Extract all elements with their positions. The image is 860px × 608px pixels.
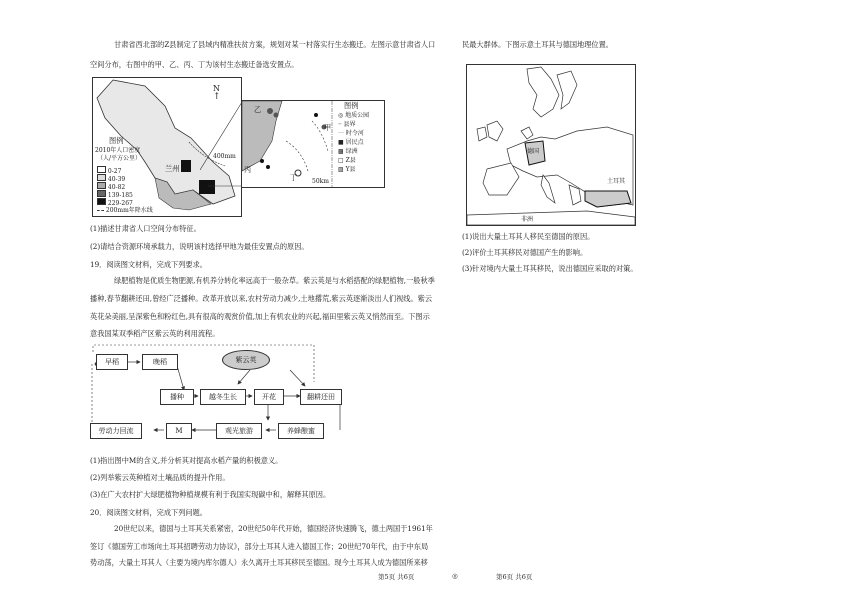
para19-line-1: 绿肥植物是优质生物肥源,有机养分转化率远高于一般杂草。紫云英是与水稻搭配的绿肥植物,一般秋季 <box>114 276 435 285</box>
question-20-1: (1)说出大量土耳其人移民至德国的原因。 <box>462 232 595 241</box>
question-20-2: (2)评价土耳其移民对德国产生的影响。 <box>462 248 588 257</box>
flow-guanguang: 观光旅游 <box>216 423 262 439</box>
europe-map <box>466 64 636 226</box>
site-ding: 丁 <box>290 173 298 182</box>
relocation-sites-map: 乙 甲 丙 丁 50km 图例 ◎ 地质公园 ┈ 县界 ⋯ 时令河 ■ 居民点 ▩ 绿洲 □ Z县 ▨ Y县 <box>241 100 385 188</box>
map1-legend-sub1: 2010年人口密度 <box>95 147 141 154</box>
map2-scale: 50km <box>312 178 329 185</box>
para19-line-4: 意我国某双季稻产区紫云英的利用流程。 <box>90 329 220 338</box>
site-yi: 乙 <box>254 105 262 114</box>
flow-kaihua: 开花 <box>254 389 284 405</box>
question-18-1: (1)描述甘肃省人口空间分布特征。 <box>90 224 201 233</box>
question-20-heading: 20．阅读图文材料，完成下列问题。 <box>90 508 207 517</box>
gansu-population-map: N ↑ 图例 2010年人口密度 （人/平方公里） 0-27 40-39 40-82 139-185 229-267 200mm年降水线 兰州 400mm <box>92 77 242 217</box>
right-continuation: 民最大群体。下图示意土耳其与德国地理位置。 <box>462 40 613 49</box>
site-jia: 甲 <box>324 123 332 132</box>
flow-yuedong: 越冬生长 <box>200 389 246 405</box>
para20-line-3: 势动荡，大量土耳其人（主要为境内库尔德人）永久离开土耳其移民至德国。现今土耳其人成为德国所来移 <box>90 558 428 567</box>
para19-line-3: 英花朵美丽,呈深紫色和粉红色,具有很高的观赏价值,加上有机农业的兴起,福田里紫云英又悄然而至。下图示 <box>90 312 430 321</box>
flow-zaodao: 早稻 <box>96 354 128 370</box>
question-19-1: (1)指出图中M的含义,并分析其对提高水稻产量的积极意义。 <box>90 456 283 465</box>
flow-yangfeng: 养蜂酿蜜 <box>278 423 324 439</box>
flow-ziyunying: 紫云英 <box>222 350 270 370</box>
germany-label: 德国 <box>527 148 540 155</box>
para19-line-2: 播种,春节翻耕还田,曾经广泛播种。改革开放以来,农村劳动力减少,土地撂荒,紫云英逐渐淡出人们视线。紫云 <box>90 294 433 303</box>
north-arrow-icon: ↑ <box>213 92 221 102</box>
map1-legend-title: 图例 <box>109 136 124 145</box>
right-page-footer: 第6页 共6页 <box>496 573 533 581</box>
left-page-footer: 第5页 共6页 <box>378 573 415 581</box>
para20-line-2: 签订《德国劳工市场向土耳其招聘劳动力协议》，部分土耳其人进入德国工作；20世纪70年代，由于中东局 <box>90 542 429 551</box>
question-18-2: (2)请结合资源环境承载力，说明该村选择甲地为最佳安置点的原因。 <box>90 242 309 251</box>
turkey-label: 土耳其 <box>607 178 626 185</box>
center-binding-mark: ◎ <box>452 572 458 580</box>
lanzhou-label: 兰州 <box>165 164 180 173</box>
intro-line-1: 甘肃省西北部的Z县制定了县域内精准扶贫方案，规划对某一村落实行生态搬迁。左图示意甘肃省人口 <box>114 40 436 49</box>
north-arrow: N <box>213 84 220 93</box>
question-20-3: (3)针对境内大量土耳其移民，说出德国应采取的对策。 <box>462 264 638 273</box>
question-19-heading: 19．阅读图文材料，完成下列要求。 <box>90 260 207 269</box>
question-19-3: (3)在广大农村扩大绿肥植物种植规模有利于我国实现碳中和，解释其原因。 <box>90 490 331 499</box>
flow-wandao: 晚稻 <box>142 354 178 370</box>
flow-fangeng: 翻耕还田 <box>300 389 342 405</box>
flow-laodong: 劳动力回流 <box>90 423 142 439</box>
question-19-2: (2)列举紫云英种植对土壤品质的提升作用。 <box>90 473 230 482</box>
flow-m: M <box>166 423 192 439</box>
site-bing: 丙 <box>244 165 252 174</box>
africa-label: 非洲 <box>521 216 534 223</box>
isohyet-400mm-label: 400mm <box>213 153 236 160</box>
flow-bozhong: 播种 <box>160 389 194 405</box>
intro-line-2: 空间分布，右图中的甲、乙、丙、丁为该村生态搬迁备选安置点。 <box>90 60 299 69</box>
map-zoom-lines <box>200 100 245 190</box>
map1-legend-sub2: （人/平方公里） <box>97 155 142 162</box>
para20-line-1: 20世纪以来，德国与土耳其关系紧密，20世纪50年代开始，德国经济快速腾飞，德土两国于1961年 <box>114 524 433 533</box>
